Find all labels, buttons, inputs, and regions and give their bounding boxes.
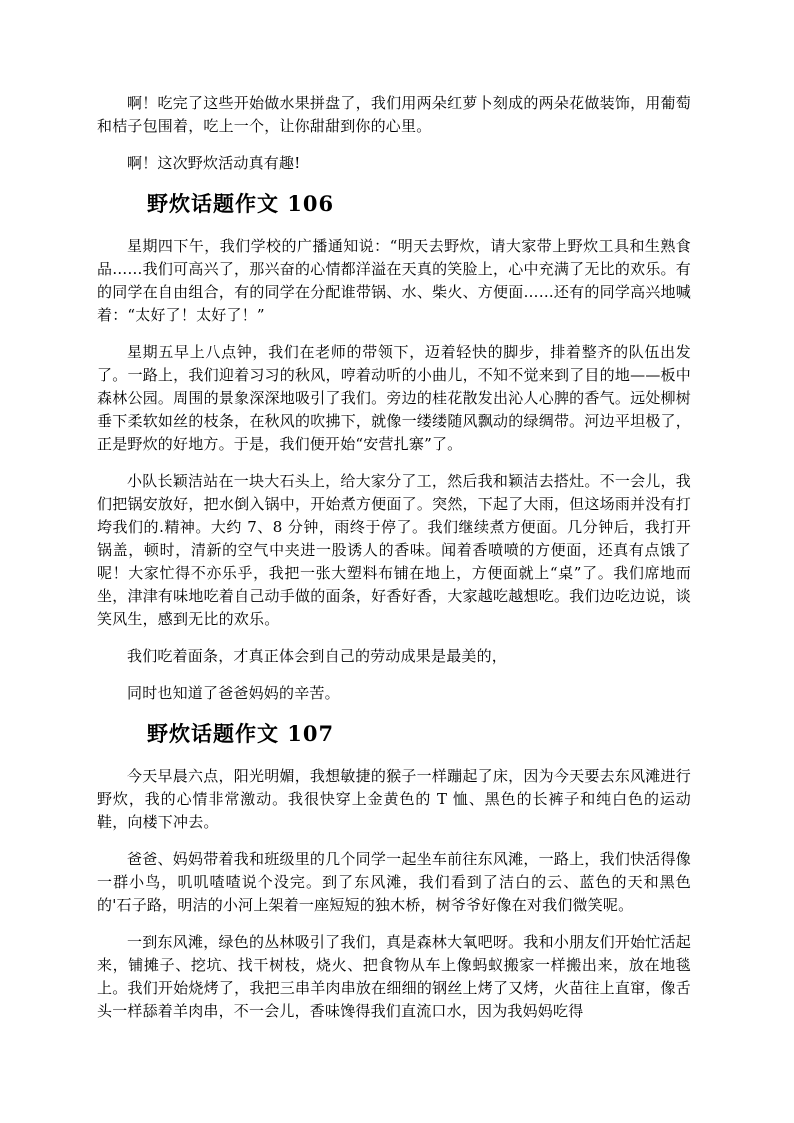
- paragraph: 同时也知道了爸爸妈妈的辛苦。: [127, 684, 340, 702]
- section-heading: 野炊话题作文 107: [147, 721, 335, 746]
- paragraph: 我们吃着面条，才真正体会到自己的劳动成果是最美的，: [127, 647, 508, 665]
- paragraph: 啊！吃完了这些开始做水果拼盘了，我们用两朵红萝卜刻成的两朵花做装饰，用葡萄和桔子包围着，吃上一个，让你甜甜到你的心里。: [97, 94, 691, 135]
- paragraph: 爸爸、妈妈带着我和班级里的几个同学一起坐车前往东风滩，一路上，我们快活得像一群小鸟，叽叽喳喳说个没完。到了东风滩，我们看到了洁白的云、蓝色的天和黑色的'石子路，明洁的小河上架着一座短短的独木桥，树爷爷好像在对我们微笑呢。: [97, 850, 691, 914]
- paragraph: 今天早晨六点，阳光明媚，我想敏捷的猴子一样蹦起了床，因为今天要去东风滩进行野炊，我的心情非常激动。我很快穿上金黄色的 T 恤、黑色的长裤子和纯白色的运动鞋，向楼下冲去。: [97, 767, 691, 831]
- document-page: [97, 92, 691, 1037]
- paragraph: 星期四下午，我们学校的广播通知说：“明天去野炊，请大家带上野炊工具和生熟食品……我们可高兴了，那兴奋的心情都洋溢在天真的笑脸上，心中充满了无比的欢乐。有的同学在自由组合，有的同学在分配谁带锅、水、柴火、方便面……还有的同学高兴地喊着：“太好了！太好了！”: [97, 237, 691, 324]
- paragraph: 星期五早上八点钟，我们在老师的带领下，迈着轻快的脚步，排着整齐的队伍出发了。一路上，我们迎着习习的秋风，哼着动听的小曲儿，不知不觉来到了目的地——板中森林公园。周围的景象深深地吸引了我们。旁边的桂花散发出沁人心脾的香气。远处柳树垂下柔软如丝的枝条，在秋风的吹拂下，就像一缕缕随风飘动的绿绸带。河边平坦极了，正是野炊的好地方。于是，我们便开始“安营扎寨”了。: [97, 343, 691, 453]
- section-heading: 野炊话题作文 106: [147, 191, 335, 216]
- paragraph: 小队长颖洁站在一块大石头上，给大家分了工，然后我和颖洁去搭灶。不一会儿，我们把锅安放好，把水倒入锅中，开始煮方便面了。突然，下起了大雨，但这场雨并没有打垮我们的.精神。大约 7、8 分钟，雨终于停了。我们继续煮方便面。几分钟后，我打开锅盖，顿时，清新的空气中夹进一股诱人的香味。闻着香喷喷的方便面，还真有点饿了呢！大家忙得不亦乐乎，我把一张大塑料布铺在地上，方便面就上“桌”了。我们席地而坐，津津有味地吃着自己动手做的面条，好香好香，大家越吃越想吃。我们边吃边说，谈笑风生，感到无比的欢乐。: [97, 472, 691, 628]
- paragraph: 啊！这次野炊活动真有趣!: [127, 154, 301, 172]
- paragraph: 一到东风滩，绿色的丛林吸引了我们，真是森林大氧吧呀。我和小朋友们开始忙活起来，铺摊子、挖坑、找干树枝，烧火、把食物从车上像蚂蚁搬家一样搬出来，放在地毯上。我们开始烧烤了，我把三串羊肉串放在细细的钢丝上烤了又烤，火苗往上直窜，像舌头一样舔着羊肉串，不一会儿，香味馋得我们直流口水，因为我妈妈吃得: [97, 933, 691, 1020]
